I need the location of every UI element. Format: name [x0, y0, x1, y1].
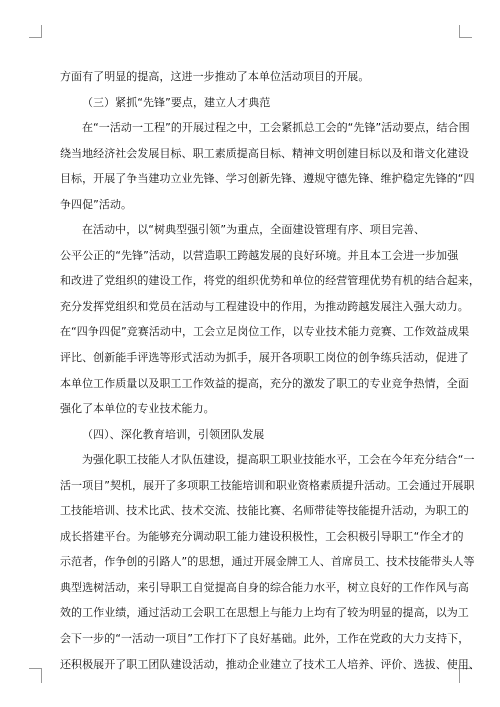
text-line: 工技能培训、技术比武、技术交流、技能比赛、名师带徒等技能提升活动，为职工的: [60, 504, 469, 518]
text-line: 典型选树活动，来引导职工自觉提高自身的综合能力水平，树立良好的工作作风与高: [60, 580, 469, 594]
text-line: 目标，开展了争当建功立业先锋、学习创新先锋、遵规守德先锋、维护稳定先锋的“四: [60, 172, 475, 186]
text-line: 公平公正的“先锋”活动，以营造职工跨越发展的良好环境。并且本工会进一步加强: [60, 248, 459, 262]
text-line: 在活动中，以“树典型强引领”为重点，全面建设管理有序、项目完善、: [82, 223, 425, 237]
text-line: 为强化职工技能人才队伍建设，提高职工职业技能水平，工会在今年充分结合“一: [82, 453, 475, 467]
text-line: 会下一步的“一活动一项目”工作打下了良好基础。此外，工作在党政的大力支持下，: [60, 632, 470, 646]
crop-mark-bottom-left: [29, 668, 42, 683]
text-line: 和改进了党组织的建设工作，将党的组织优势和单位的经营管理优势有机的结合起来，: [60, 274, 480, 288]
text-line: 活一项目”契机，展开了多项职工技能培训和职业资格素质提升活动。工会通过开展职: [60, 478, 475, 492]
section-heading: （三）紧抓“先锋”要点，建立人才典范: [82, 95, 271, 109]
text-line: 强化了本单位的专业技术能力。: [60, 402, 215, 416]
document-body: [60, 64, 480, 677]
text-line: 成长搭建平台。为能够充分调动职工能力建设积极性，工会积极引导职工“作全才的: [60, 529, 464, 543]
text-line: 还积极展开了职工团队建设活动，推动企业建立了技术工人培养、评价、选拔、使用、: [60, 657, 480, 671]
section-heading: （四）、深化教育培训，引领团队发展: [82, 427, 265, 441]
text-line: 争四促”活动。: [60, 197, 133, 211]
text-line: 绕当地经济社会发展目标、职工素质提高目标、精神文明创建目标以及和谐文化建设: [60, 146, 469, 160]
text-line: 本单位工作质量以及职工工作效益的提高，充分的激发了职工的专业竞争热情，全面: [60, 376, 469, 390]
text-line: 充分发挥党组织和党员在活动与工程建设中的作用，为推动跨越发展注入强大动力。: [60, 299, 469, 313]
text-line: 方面有了明显的提高，这进一步推动了本单位活动项目的开展。: [60, 70, 370, 83]
text-line: 示范者，作争创的引路人”的思想，通过开展金牌工人、首席员工、技术技能带头人等: [60, 555, 475, 569]
crop-mark-top-right: [459, 25, 472, 38]
crop-mark-top-left: [29, 25, 42, 38]
text-line: 效的工作业绩，通过活动工会职工在思想上与能力上均有了较为明显的提高，以为工: [60, 606, 469, 620]
text-line: 在“四争四促”竞赛活动中，工会立足岗位工作，以专业技术能力竞赛、工作效益成果: [60, 325, 470, 339]
text-line: 评比、创新能手评选等形式活动为抓手，展开各项职工岗位的创争练兵活动，促进了: [60, 351, 469, 365]
text-line: 在“一活动一工程”的开展过程之中，工会紧抓总工会的“先锋”活动要点，结合围: [82, 121, 470, 135]
